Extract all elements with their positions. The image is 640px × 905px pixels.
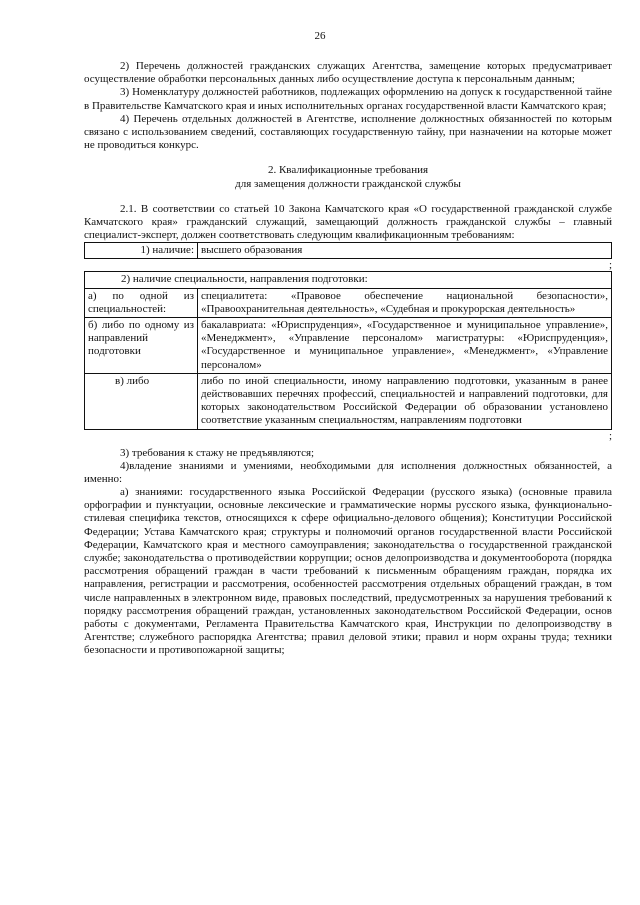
page-number: 26: [314, 30, 326, 42]
table-row: [85, 288, 612, 317]
list-item-4: 4) Перечень отдельных должностей в Агентстве, исполнение должностных обязанностей по которым связано с использованием сведений, составляющих государственную тайну, при назначении на которые может не проводиться конкурс.: [84, 112, 612, 152]
page-content: [84, 60, 612, 658]
education-label: 1) наличие:: [85, 243, 198, 259]
table-row: [85, 243, 612, 259]
list-item-3: 3) Номенклатуру должностей работников, подлежащих оформлению на допуск к государственной тайне в Правительстве Камчатского края и иных исполнительных органах государственной власти Камчатского края;: [84, 86, 612, 112]
section-heading: [84, 164, 612, 190]
specialty-label-c: в) либо: [85, 373, 198, 429]
semicolon-2: ;: [608, 429, 612, 442]
specialty-value-c: либо по иной специальности, иному направлению подготовки, указанным в ранее действовавших перечнях профессий, специальностей и направлений подготовки, для которых законодательством Российской Федерации об образовании установлено соответствие указанным специальностям, направлениям подготовки: [198, 373, 612, 429]
section-title: 2. Квалификационные требования: [267, 164, 429, 177]
section-subtitle: для замещения должности гражданской службы: [235, 177, 461, 190]
specialty-value-b: бакалавриата: «Юриспруденция», «Государственное и муниципальное управление», «Менеджмент», «Управление персоналом» магистратуры: «Юриспруденция», «Государственное и муниципальное управление», «Менеджмент», «Управление персоналом»: [198, 318, 612, 374]
education-table: [84, 242, 612, 259]
table-row: [85, 373, 612, 429]
semicolon-1: ;: [608, 259, 612, 272]
specialty-header: 2) наличие специальности, направления подготовки:: [85, 272, 612, 288]
specialty-value-a: специалитета: «Правовое обеспечение национальной безопасности», «Правоохранительная деятельность», «Судебная и прокурорская деятельность»: [198, 288, 612, 317]
paragraph-3: 3) требования к стажу не предъявляются;: [120, 446, 315, 459]
specialty-table: [84, 271, 612, 429]
list-item-2: 2) Перечень должностей гражданских служащих Агентства, замещение которых предусматривает осуществление обработки персональных данных либо осуществление доступа к персональным данным;: [84, 60, 612, 86]
specialty-label-b: б) либо по одному из направлений подготовки: [85, 318, 198, 374]
table-row: [85, 318, 612, 374]
table-header-row: [85, 272, 612, 288]
education-value: высшего образования: [198, 243, 612, 259]
specialty-label-a: а) по одной из специальностей:: [85, 288, 198, 317]
paragraph-4a: а) знаниями: государственного языка Российской Федерации (русского языка) (основные правила орфографии и пунктуации, основные лексические и грамматические нормы русского языка, функционально-стилевая специфика текстов, относящихся к сфере официально-делового общения); Конституции Российской Федерации; Устава Камчатского края; структуры и полномочий органов государственной власти Российской Федерации, Камчатского края и местного самоуправления; законодательства о государственной гражданской службе; законодательства о противодействии коррупции; основ делопроизводства и документооборота (порядка рассмотрения обращений граждан в части требований к письменным обращениям граждан, порядка их направления, регистрации и рассмотрения, особенностей рассмотрения отдельных обращений граждан, в том числе направленных в электронном виде, правовых последствий, предусмотренных за нарушения требований к порядку рассмотрения обращений граждан, установленных законодательством Российской Федерации, основ работы с документами, Регламента Правительства Камчатского края, Инструкции по делопроизводству в Агентстве; служебного распорядка Агентства; правил деловой этики; правил и норм охраны труда; техники безопасности и противопожарной защиты;: [84, 486, 612, 657]
paragraph-4: 4)владение знаниями и умениями, необходимыми для исполнения должностных обязанностей, а именно:: [84, 459, 612, 485]
paragraph-2-1: 2.1. В соответствии со статьей 10 Закона Камчатского края «О государственной гражданской службе Камчатского края» гражданский служащий, замещающий должность гражданской службы – главный специалист-эксперт, должен соответствовать следующим квалификационным требованиям:: [84, 202, 612, 242]
